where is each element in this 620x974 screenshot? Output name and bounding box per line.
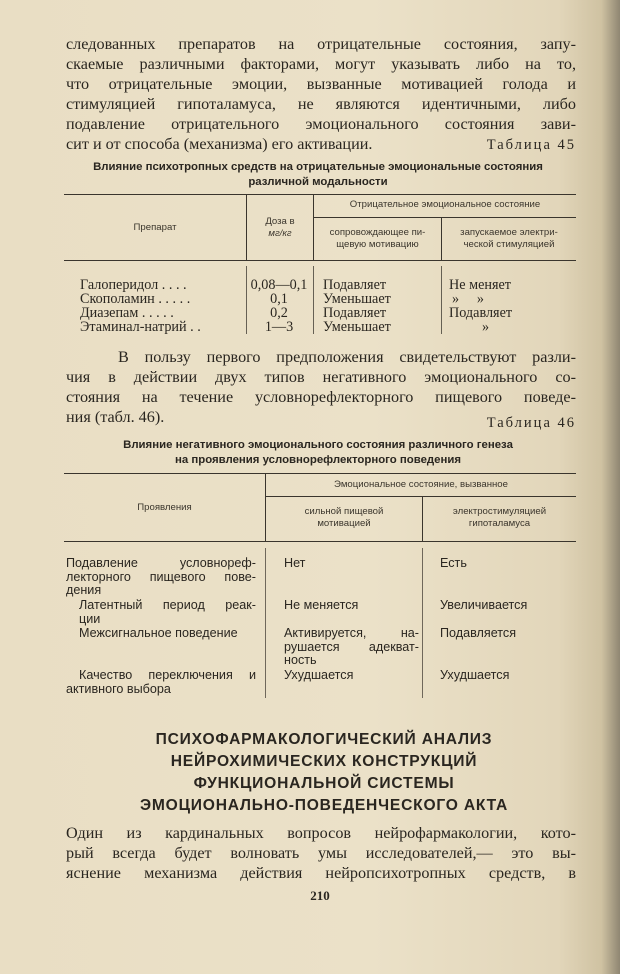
table-row-electro: Ухудшается — [440, 668, 510, 682]
table-row-drug: Этаминал-натрий . . — [80, 319, 201, 335]
header-line: сопровождающее пи- — [329, 227, 426, 238]
table-45-body-divider — [313, 266, 314, 334]
header-drug: Препарат — [133, 222, 177, 233]
cell-line: Качество переключения и — [79, 668, 256, 682]
table-46-top-rule — [64, 473, 576, 474]
header-line: запускаемое электри- — [460, 227, 558, 238]
header-manifestations: Проявления — [137, 502, 192, 513]
table-46-body-divider — [422, 548, 423, 698]
table-row-strong: Не меняется — [284, 598, 359, 612]
header-line: щевую мотивацию — [336, 238, 419, 250]
heading-line: ПСИХОФАРМАКОЛОГИЧЕСКИЙ АНАЛИЗ — [155, 731, 493, 748]
text-line: стояния на течение условнорефлекторного пищевого поведе- — [66, 388, 576, 406]
caption-line: на проявления условнорефлекторного поведения — [174, 454, 462, 466]
table-46-number: Таблица 46 — [486, 415, 576, 431]
table-row-drug: Диазепам . . . . . — [80, 305, 174, 321]
section-heading — [66, 729, 582, 817]
text-line: что отрицательные эмоции, вызванные мотивацией голода и — [66, 75, 576, 93]
table-row-manifestation — [66, 557, 256, 598]
header-dose-label: Доза в — [265, 216, 295, 227]
table-row-dose: 0,08—0,1 — [250, 277, 308, 293]
table-row-strong — [284, 627, 419, 668]
paragraph-neuropharmacology — [66, 823, 576, 883]
cell-line: ции — [79, 611, 101, 626]
table-46-header-rule — [64, 541, 576, 542]
table-46-subheader-rule — [265, 496, 576, 497]
heading-line: НЕЙРОХИМИЧЕСКИХ КОНСТРУКЦИЙ — [170, 753, 478, 770]
table-row-drug: Скополамин . . . . . — [80, 291, 191, 307]
cell-line: активного выбора — [66, 681, 171, 696]
table-row-food: Подавляет — [323, 277, 387, 293]
text-line: следованных препаратов на отрицательные состояния, запу- — [66, 35, 576, 53]
table-row-food: Подавляет — [323, 305, 387, 321]
cell-line: ность — [284, 653, 317, 667]
table-row-strong: Нет — [284, 556, 306, 570]
header-dose — [247, 216, 313, 239]
heading-line: ФУНКЦИОНАЛЬНОЙ СИСТЕМЫ — [193, 775, 455, 792]
table-row-electric: » — [482, 319, 490, 335]
cell-line: Активируется, на- — [284, 626, 419, 640]
cell-line: Подавление условнореф- — [66, 556, 256, 570]
header-strong-motivation — [266, 506, 422, 529]
table-row-strong: Ухудшается — [284, 668, 354, 682]
table-row-electro: Есть — [440, 556, 467, 570]
table-row-electric: Подавляет — [449, 305, 513, 321]
table-row-dose: 0,1 — [270, 291, 288, 307]
text-line: чия в действии двух типов негативного эмоционального со- — [66, 368, 576, 386]
text-line: ния (табл. 46). — [66, 408, 165, 426]
table-row-electro: Увеличивается — [440, 598, 528, 612]
table-45-top-rule — [64, 194, 576, 195]
paragraph-intro — [66, 34, 576, 154]
table-46-body-divider — [265, 548, 266, 698]
header-line: мотивацией — [317, 517, 371, 529]
text-line: подавление отрицательного эмоционального состояния зави- — [66, 115, 576, 133]
table-45-header-rule — [64, 260, 576, 261]
cell-line: рушается адекват- — [284, 639, 419, 654]
table-row-dose: 0,2 — [270, 305, 288, 321]
table-row-dose: 1—3 — [264, 319, 294, 335]
header-electric-stimulation — [442, 227, 576, 250]
table-row-drug: Галоперидол . . . . — [80, 277, 187, 293]
header-electrostimulation — [423, 506, 576, 529]
cell-line: дения — [66, 583, 102, 597]
text-line: скаемые различными факторами, могут указывать либо на то, — [66, 55, 576, 73]
table-45-body-divider — [441, 266, 442, 334]
header-negative-state: Отрицательное эмоциональное состояние — [349, 199, 541, 210]
table-45-number: Таблица 45 — [486, 137, 576, 153]
table-45-subheader-rule — [313, 217, 576, 218]
header-dose-unit: мг/кг — [268, 227, 292, 239]
header-line: ческой стимуляцией — [463, 238, 555, 250]
table-row-manifestation — [79, 599, 256, 626]
cell-line: Латентный период реак- — [79, 598, 256, 612]
header-emotional-state: Эмоциональное состояние, вызванное — [334, 479, 508, 490]
header-line: электростимуляцией — [452, 506, 547, 517]
table-45-caption — [60, 160, 576, 190]
text-line: стимуляцией гипоталамуса, не являются идентичными, либо — [66, 95, 576, 113]
table-row-manifestation — [66, 669, 256, 696]
table-45-body-divider — [246, 266, 247, 334]
heading-line: ЭМОЦИОНАЛЬНО-ПОВЕДЕНЧЕСКОГО АКТА — [139, 797, 509, 814]
table-row-electric: » » — [452, 291, 484, 307]
table-row-food: Уменьшает — [323, 291, 391, 307]
text-line: рый всегда будет волновать умы исследователей,— это вы- — [66, 844, 576, 862]
caption-line: различной модальности — [248, 176, 388, 188]
table-row-manifestation: Межсигнальное поведение — [79, 626, 238, 640]
text-line: Один из кардинальных вопросов нейрофармакологии, кото- — [66, 824, 576, 842]
cell-line: лекторного пищевого пове- — [66, 569, 256, 584]
header-line: сильной пищевой — [304, 506, 384, 517]
table-row-electro: Подавляется — [440, 626, 517, 640]
caption-line: Влияние негативного эмоционального состояния различного генеза — [123, 439, 513, 451]
header-food-motivation — [314, 227, 441, 250]
table-row-food: Уменьшает — [323, 319, 391, 335]
table-46-caption — [60, 438, 576, 468]
table-row-electric: Не меняет — [449, 277, 511, 293]
text-line: В пользу первого предположения свидетельствуют разли- — [118, 348, 576, 366]
text-line: яснение механизма действия нейропсихотропных средств, в — [66, 864, 576, 882]
text-line: сит и от способа (механизма) его активации. — [66, 135, 373, 153]
page-number: 210 — [310, 888, 330, 903]
header-line: гипоталамуса — [468, 517, 531, 529]
caption-line: Влияние психотропных средств на отрицательные эмоциональные состояния — [93, 161, 543, 173]
